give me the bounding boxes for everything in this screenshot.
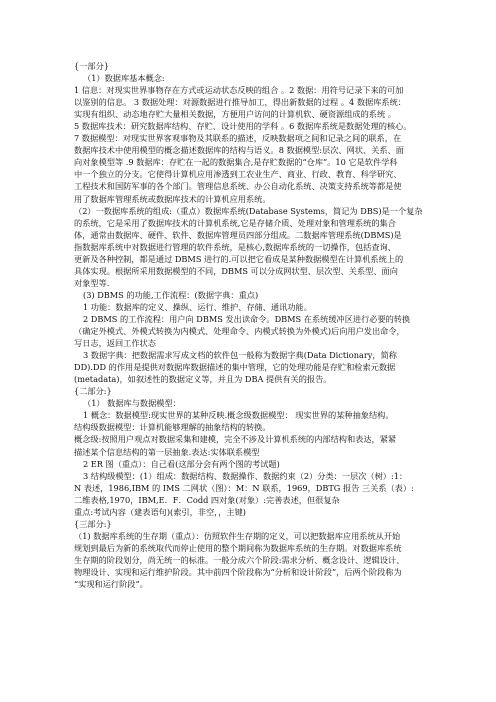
text-line: 生存期的阶段划分，尚无统一的标准。一般分成六个阶段:需求分析、概念设计、逻辑设计、 bbox=[74, 554, 405, 565]
text-line: 二维表格,1970，IBM,E．F．Codd 四对象(对象）:完善表述，但很复杂 bbox=[74, 494, 340, 505]
text-line: 用了数据库管理系统或数据库技术的计算机应用系统。 bbox=[74, 193, 271, 204]
text-line: 更新及各种控制，都是通过 DBMS 进行的.可以把它看成是某种数据模型在计算机系统上的 bbox=[74, 253, 404, 264]
text-line: 对象型等. bbox=[74, 277, 110, 288]
text-line: (3) DBMS 的功能,工作流程：(数据字典：重点) bbox=[83, 289, 259, 300]
text-line: 体，通常由数据库、硬件、软件、数据库管理员四部分组成。二数据库管理系统(DBMS)是 bbox=[74, 229, 402, 240]
text-line: {三部分:} bbox=[74, 518, 112, 529]
text-line: {一部分} bbox=[74, 61, 109, 71]
document-page bbox=[74, 60, 424, 590]
text-line: （1) 数据库系统的生存期（重点）：仿照软件生存期的定义，可以把数据库应用系统从开始 bbox=[74, 530, 401, 541]
text-line: 1 信息：对现实世界事物存在方式或运动状态反映的组合 。2 数据：用符号记录下来的可加 bbox=[74, 85, 404, 96]
text-line: 1 概念：数据模型:现实世界的某种反映.概念级数据模型： 现实世界的某种抽象结构。 bbox=[83, 410, 394, 421]
text-line: {二部分:} bbox=[74, 386, 112, 397]
text-line: 3 数据字典：把数据需求写成文档的软件包一般称为数据字典(Data Dictionary，简称 bbox=[83, 350, 397, 361]
text-line: 5 数据库技术：研究数据库结构、存贮、设计使用的学科 。6 数据库系统是数据处理的核心。 bbox=[74, 121, 412, 132]
text-line: 规划到最后为新的系统取代而停止使用的整个期间称为数据库系统的生存期。对数据库系统 bbox=[74, 542, 402, 553]
text-line: 以鉴别的信息。 3 数据处理：对源数据进行推导加工，得出新数据的过程 。4 数据库系统： bbox=[74, 97, 406, 108]
text-line: 数据库技术中使用模型的概念描述数据库的结构与语义。8 数据模型:层次、网状、关系、面 bbox=[74, 145, 404, 156]
text-line: “实现和运行阶段”。 bbox=[74, 579, 148, 590]
text-line: 实现有组织、动态地存贮大量相关数据，方便用户访问的计算机软、硬资源组成的系统 。 bbox=[74, 109, 396, 120]
text-line: 指数据库系统中对数据进行管理的软件系统，是核心,数据库系统的一切操作，包括查询、 bbox=[74, 241, 396, 252]
text-line: DD).DD 的作用是提供对数据库数据描述的集中管理，它的处理功能是存贮和检索元数据 bbox=[74, 362, 396, 373]
text-line: （2）一数据库系统的组成:（重点）数据库系统(Database Systems，简记为 DBS)是一个复杂 bbox=[74, 205, 423, 216]
text-line: 具体实现。根据所采用数据模型的不同，DBMS 可以分成网状型、层次型、关系型、面向 bbox=[74, 265, 398, 276]
text-line: （确定外模式、外模式转换为内模式、处理命令、内模式转换为外模式)后向用户发出命令， bbox=[74, 326, 405, 337]
text-line: 概念级:按照用户观点对数据采集和建模，完全不涉及计算机系统的内部结构和表达，紧紧 bbox=[74, 434, 397, 445]
text-line: 写日志，返回工作状态 bbox=[74, 338, 156, 349]
text-line: 3 结构级模型：(1）组成：数据结构、数据操作、数据约束（2）分类：一层次（树）:1： bbox=[83, 470, 408, 481]
text-line: 物理设计、实现和运行维护阶段。其中前四个阶段称为“分析和设计阶段”，后两个阶段称为 bbox=[74, 566, 402, 577]
text-line: （1） 数据库与数据模型： bbox=[83, 398, 181, 409]
text-line: 向对象模型等 .9 数据库：存贮在一起的数据集合,是存贮数据的“仓库”。10 它是软件学科 bbox=[74, 157, 398, 168]
text-line: 1 功能：数据库的定义、操纵、运行、维护、存储、通讯功能。 bbox=[83, 301, 312, 312]
text-line: 描述某个信息结构的第一层抽象.表达:实体联系模型 bbox=[74, 446, 260, 457]
text-line: 中一个独立的分支。它使得计算机应用渗透到工农业生产、商业、行政、教育、科学研究、 bbox=[74, 169, 402, 180]
text-line: 7 数据模型：对现实世界客观事物及其联系的描述，反映数据项之间和记录之间的联系，在 bbox=[74, 133, 402, 144]
text-line: N 表述，1986,IBM 的 IMS 二网状（图）：M：N 联系，1969，DBTG 报告 三关系（表）: bbox=[74, 482, 414, 493]
text-line: 的系统，它是采用了数据库技术的计算机系统,它是存储介质、处理对象和管理系统的集合 bbox=[74, 217, 396, 228]
text-line: 结构级数据模型：计算机能够理解的抽象结构的转换。 bbox=[74, 422, 271, 433]
text-line: (metadata)，如叙述性的数据定义等，并且为 DBA 提供有关的报告。 bbox=[74, 374, 332, 385]
text-line: 2 ER 图（重点）：自己看(这部分会有两个图的考试题) bbox=[83, 458, 280, 469]
text-line: 工程技术和国防军事的各个部门。管理信息系统、办公自动化系统、决策支持系统等都是使 bbox=[74, 181, 402, 192]
text-line: 重点:考试内容（建表语句)(索引，非空，，主键) bbox=[74, 506, 246, 517]
text-line: （1）数据库基本概念: bbox=[83, 73, 165, 84]
text-line: 2 DBMS 的工作流程：用户向 DBMS 发出读命令。DBMS 在系统缓冲区进行必要的转换 bbox=[83, 313, 411, 324]
